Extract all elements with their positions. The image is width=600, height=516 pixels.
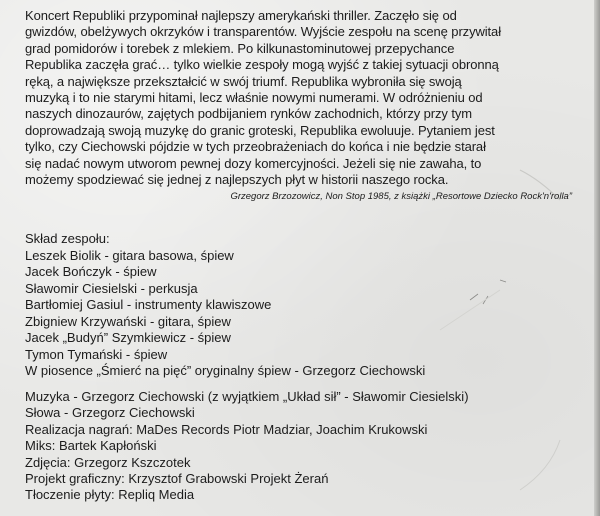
review-text-block <box>25 8 590 203</box>
review-line: możemy spodziewać się jednej z najlepszych płyt w historii naszego rocka. <box>25 172 449 188</box>
band-lineup <box>25 231 585 380</box>
lineup-member: Jacek „Budyń” Szymkiewicz - śpiew <box>25 330 231 345</box>
credit-item: Tłoczenie płyty: Replіq Media <box>25 487 195 503</box>
credit-item: Muzyka - Grzegorz Ciechowski (z wyjątkiem „Układ sił” - Sławomir Ciesielski) <box>25 389 469 404</box>
review-line: doprowadzają swoją muzykę do granic groteski, Republika ewoluuje. Pytaniem jest <box>25 122 495 138</box>
review-line: muzyką i to nie starymi hitami, lecz właśnie nowymi numerami. W odróżnieniu od <box>25 90 483 106</box>
lineup-member: Zbigniew Krzywański - gitara, śpiew <box>25 313 231 329</box>
booklet-edge <box>594 0 600 516</box>
review-line: tylko, czy Ciechowski pójdzie w tych przeobrażeniach do końca i nie będzie starał <box>25 139 486 155</box>
credit-item: Miks: Bartek Kapłoński <box>25 438 157 454</box>
lineup-member: Leszek Biolik - gitara basowa, śpiew <box>25 247 234 263</box>
review-line: Koncert Republiki przypominał najlepszy amerykański thriller. Zaczęło się od <box>25 8 457 23</box>
lineup-member: Sławomir Ciesielski - perkusja <box>25 280 198 296</box>
credit-item: Realizacja nagrań: MaDes Records Piotr Madziar, Joachim Krukowski <box>25 421 428 437</box>
credit-item: Projekt graficzny: Krzysztof Grabowski Projekt Żerań <box>25 471 329 487</box>
review-line: się nadać nowym utworom pewnej dozy komercyjności. Jeżeli się nie zawaha, to <box>25 155 482 171</box>
review-line: gwizdów, obelżywych okrzyków i transparentów. Wyjście zespołu na scenę przywitał <box>25 24 501 40</box>
review-line: ręką, a największe przekształcić w swój triumf. Republika wybroniła się swoją <box>25 73 462 89</box>
lineup-member: Tymon Tymański - śpiew <box>25 346 168 362</box>
review-paragraph <box>25 8 590 188</box>
production-credits <box>25 389 585 504</box>
credit-item: Słowa - Grzegorz Ciechowski <box>25 405 195 421</box>
lineup-member: Bartłomiej Gasiul - instrumenty klawiszowe <box>25 297 272 312</box>
review-line: naszych dinozaurów, zajętych podbijaniem rynków zachodnich, którzy przy tym <box>25 106 472 122</box>
credit-item: Zdjęcia: Grzegorz Kszczotek <box>25 454 191 470</box>
review-credit: Grzegorz Brzozowicz, Non Stop 1985, z książki „Resortowe Dziecko Rock'n'rolla” <box>230 191 572 203</box>
lineup-member: W piosence „Śmierć na pięć” oryginalny śpiew - Grzegorz Ciechowski <box>25 363 426 378</box>
review-line: grad pomidorów i torebek z mlekiem. Po kilkunastominutowej przepychance <box>25 40 455 56</box>
review-line: Republika zaczęła grać… tylko wielkie zespoły mogą wyjść z takiej sytuacji obronną <box>25 57 499 73</box>
lineup-heading: Skład zespołu: <box>25 231 110 246</box>
lineup-member: Jacek Bończyk - śpiew <box>25 264 157 279</box>
